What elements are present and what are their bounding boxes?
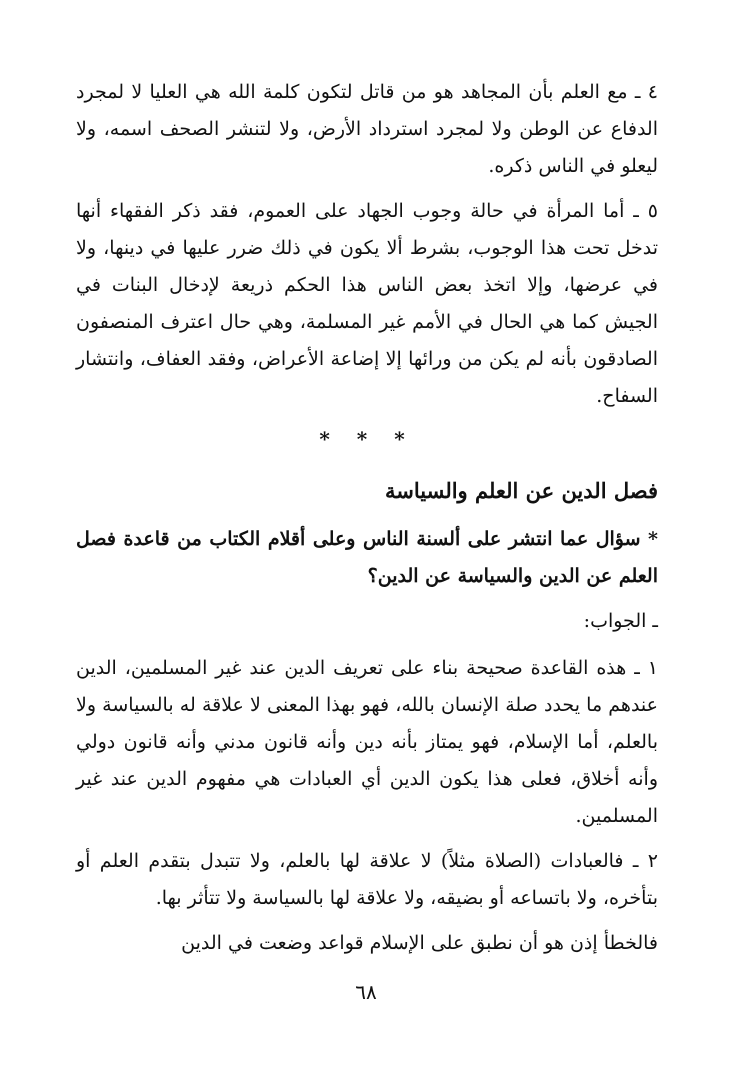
page-number: ٦٨ — [355, 980, 377, 1004]
answer-label: ـ الجواب: — [583, 610, 658, 632]
page-body — [76, 74, 658, 962]
paragraph-point-5: ٥ ـ أما المرأة في حالة وجوب الجهاد على العموم، فقد ذكر الفقهاء أنها تدخل تحت هذا الوجوب، بشرط ألا يكون في ذلك ضرر عليها في دينها، ولا في عرضها، وإلا اتخذ بعض الناس هذا الحكم ذريعة لإدخال البنات في الجيش كما هي الحال في الأمم غير المسلمة، وهي حال اعترف المنصفون الصادقون بأنه لم يكن من ورائها إلا إضاعة الأعراض، وفقد العفاف، وانتشار السفاح. — [76, 200, 658, 407]
section-separator: * * * — [319, 427, 415, 451]
section-title: فصل الدين عن العلم والسياسة — [385, 478, 658, 503]
question-text: * سؤال عما انتشر على ألسنة الناس وعلى أقلام الكتاب من قاعدة فصل العلم عن الدين والسياسة عن الدين؟ — [76, 528, 658, 587]
answer-paragraph-3: فالخطأ إذن هو أن نطبق على الإسلام قواعد وضعت في الدين — [181, 932, 658, 954]
answer-paragraph-2: ٢ ـ فالعبادات (الصلاة مثلاً) لا علاقة لها بالعلم، ولا تتبدل بتقدم العلم أو بتأخره، ولا باتساعه أو بضيقه، ولا علاقة لها بالسياسة ولا تتأثر بها. — [76, 850, 658, 909]
answer-paragraph-1: ١ ـ هذه القاعدة صحيحة بناء على تعريف الدين عند غير المسلمين، الدين عندهم ما يحدد صلة الإنسان بالله، فهو بهذا المعنى لا علاقة له بالسياسة ولا بالعلم، أما الإسلام، فهو يمتاز بأنه دين وأنه قانون مدني وأنه قانون دولي وأنه أخلاق، فعلى هذا يكون الدين أي العبادات هي مفهوم الدين عند غير المسلمين. — [76, 657, 658, 827]
paragraph-point-4: ٤ ـ مع العلم بأن المجاهد هو من قاتل لتكون كلمة الله هي العليا لا لمجرد الدفاع عن الوطن ولا لمجرد استرداد الأرض، ولا لتنشر الصحف اسمه، ولا ليعلو في الناس ذكره. — [76, 81, 658, 177]
